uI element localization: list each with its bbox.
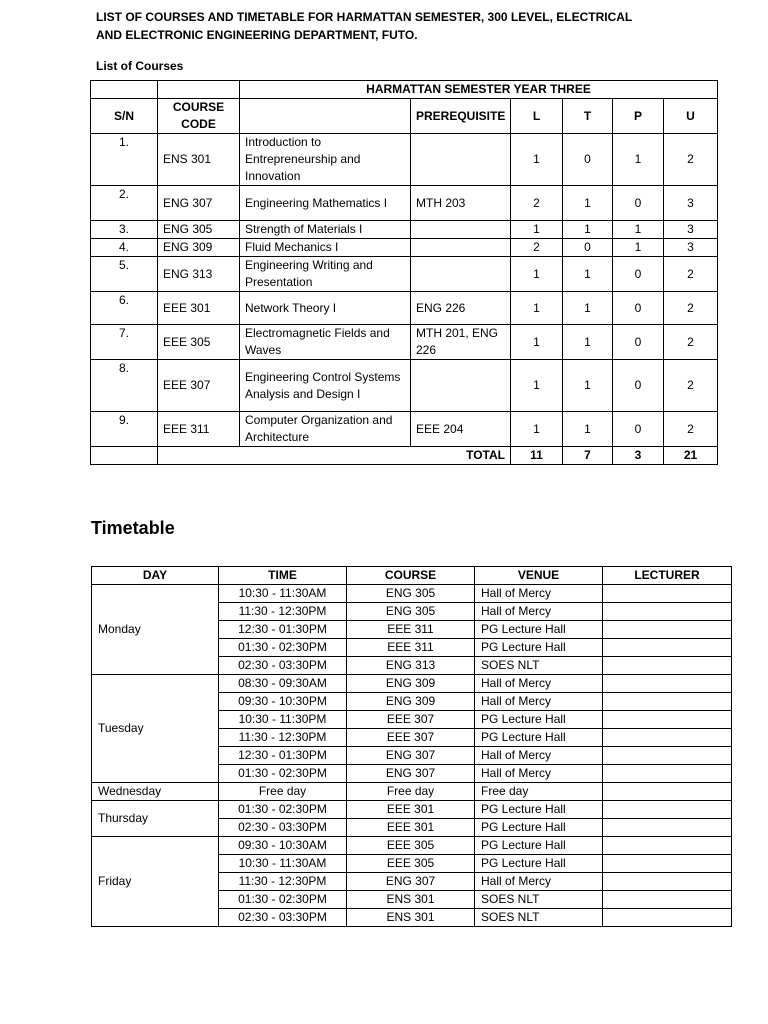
course-p: 0 [613, 412, 664, 447]
slot-lecturer [603, 855, 732, 873]
slot-course: EEE 301 [347, 801, 475, 819]
slot-course: ENG 307 [347, 873, 475, 891]
course-t: 1 [563, 292, 613, 325]
course-code: ENG 307 [158, 186, 240, 221]
slot-time: 10:30 - 11:30AM [219, 585, 347, 603]
slot-venue: PG Lecture Hall [475, 711, 603, 729]
course-p: 0 [613, 325, 664, 360]
course-row [91, 360, 718, 412]
course-p: 0 [613, 257, 664, 292]
slot-lecturer [603, 621, 732, 639]
course-t: 1 [563, 186, 613, 221]
header-u: U [664, 99, 718, 134]
course-row [91, 257, 718, 292]
header-course: COURSE [347, 567, 475, 585]
course-p: 1 [613, 221, 664, 239]
course-title: Engineering Mathematics I [240, 186, 411, 221]
slot-course: ENG 305 [347, 603, 475, 621]
slot-course: EEE 311 [347, 621, 475, 639]
course-prerequisite: MTH 201, ENG 226 [411, 325, 511, 360]
timetable-row [92, 783, 732, 801]
course-sn: 1. [91, 134, 158, 186]
course-t: 1 [563, 360, 613, 412]
course-row [91, 186, 718, 221]
course-l: 1 [511, 221, 563, 239]
course-title: Engineering Control Systems Analysis and Design I [240, 360, 411, 412]
course-sn: 5. [91, 257, 158, 292]
slot-lecturer [603, 837, 732, 855]
course-p: 0 [613, 186, 664, 221]
day-cell: Monday [92, 585, 219, 675]
course-code: ENG 313 [158, 257, 240, 292]
course-code: EEE 305 [158, 325, 240, 360]
course-sn: 4. [91, 239, 158, 257]
course-prerequisite: MTH 203 [411, 186, 511, 221]
course-sn: 6. [91, 292, 158, 325]
slot-course: Free day [347, 783, 475, 801]
course-p: 0 [613, 292, 664, 325]
slot-lecturer [603, 909, 732, 927]
timetable-row [92, 675, 732, 693]
slot-venue: Free day [475, 783, 603, 801]
course-u: 2 [664, 134, 718, 186]
header-prerequisite: PREREQUISITE [411, 99, 511, 134]
slot-lecturer [603, 891, 732, 909]
course-l: 1 [511, 360, 563, 412]
course-sn: 9. [91, 412, 158, 447]
course-title: Computer Organization and Architecture [240, 412, 411, 447]
course-l: 1 [511, 134, 563, 186]
courses-section-label: List of Courses [96, 59, 184, 73]
day-cell: Wednesday [92, 783, 219, 801]
course-title: Introduction to Entrepreneurship and Innovation [240, 134, 411, 186]
courses-table [90, 80, 718, 465]
slot-course: ENS 301 [347, 909, 475, 927]
slot-venue: Hall of Mercy [475, 603, 603, 621]
slot-course: ENG 307 [347, 765, 475, 783]
slot-venue: PG Lecture Hall [475, 639, 603, 657]
slot-venue: SOES NLT [475, 657, 603, 675]
slot-venue: PG Lecture Hall [475, 837, 603, 855]
timetable-table [91, 566, 732, 927]
course-prerequisite [411, 134, 511, 186]
slot-lecturer [603, 711, 732, 729]
slot-time: 11:30 - 12:30PM [219, 729, 347, 747]
course-code: ENG 309 [158, 239, 240, 257]
slot-venue: SOES NLT [475, 909, 603, 927]
slot-time: 11:30 - 12:30PM [219, 873, 347, 891]
course-prerequisite [411, 239, 511, 257]
course-t: 1 [563, 325, 613, 360]
slot-time: 02:30 - 03:30PM [219, 909, 347, 927]
header-time: TIME [219, 567, 347, 585]
slot-course: EEE 311 [347, 639, 475, 657]
slot-venue: PG Lecture Hall [475, 801, 603, 819]
course-u: 2 [664, 325, 718, 360]
course-prerequisite [411, 257, 511, 292]
courses-total-row [91, 447, 718, 465]
slot-lecturer [603, 693, 732, 711]
slot-time: Free day [219, 783, 347, 801]
course-t: 1 [563, 412, 613, 447]
course-u: 2 [664, 412, 718, 447]
course-sn: 8. [91, 360, 158, 412]
slot-time: 08:30 - 09:30AM [219, 675, 347, 693]
slot-venue: PG Lecture Hall [475, 729, 603, 747]
slot-course: ENG 313 [347, 657, 475, 675]
timetable-header-row [92, 567, 732, 585]
course-prerequisite [411, 360, 511, 412]
course-p: 0 [613, 360, 664, 412]
course-u: 2 [664, 360, 718, 412]
slot-time: 12:30 - 01:30PM [219, 621, 347, 639]
slot-lecturer [603, 675, 732, 693]
day-cell: Friday [92, 837, 219, 927]
slot-time: 01:30 - 02:30PM [219, 891, 347, 909]
total-label: TOTAL [158, 447, 511, 465]
slot-lecturer [603, 585, 732, 603]
slot-course: EEE 307 [347, 711, 475, 729]
slot-time: 02:30 - 03:30PM [219, 819, 347, 837]
course-code: ENG 305 [158, 221, 240, 239]
course-title: Electromagnetic Fields and Waves [240, 325, 411, 360]
header-course-code: COURSE CODE [158, 99, 240, 134]
course-t: 0 [563, 134, 613, 186]
course-l: 2 [511, 186, 563, 221]
timetable-row [92, 801, 732, 819]
course-row [91, 239, 718, 257]
slot-venue: Hall of Mercy [475, 765, 603, 783]
course-prerequisite [411, 221, 511, 239]
courses-title-row [91, 81, 718, 99]
total-p: 3 [613, 447, 664, 465]
course-sn: 7. [91, 325, 158, 360]
course-t: 1 [563, 221, 613, 239]
slot-course: EEE 305 [347, 855, 475, 873]
slot-lecturer [603, 873, 732, 891]
header-day: DAY [92, 567, 219, 585]
course-row [91, 412, 718, 447]
header-venue: VENUE [475, 567, 603, 585]
slot-course: EEE 307 [347, 729, 475, 747]
course-t: 0 [563, 239, 613, 257]
slot-lecturer [603, 765, 732, 783]
slot-lecturer [603, 657, 732, 675]
course-u: 2 [664, 292, 718, 325]
course-u: 2 [664, 257, 718, 292]
header-lecturer: LECTURER [603, 567, 732, 585]
timetable-row [92, 585, 732, 603]
course-t: 1 [563, 257, 613, 292]
slot-time: 09:30 - 10:30PM [219, 693, 347, 711]
course-l: 1 [511, 292, 563, 325]
slot-course: ENG 309 [347, 675, 475, 693]
slot-course: EEE 301 [347, 819, 475, 837]
total-l: 11 [511, 447, 563, 465]
slot-venue: Hall of Mercy [475, 675, 603, 693]
slot-lecturer [603, 729, 732, 747]
slot-time: 12:30 - 01:30PM [219, 747, 347, 765]
course-row [91, 134, 718, 186]
header-p: P [613, 99, 664, 134]
course-title: Fluid Mechanics I [240, 239, 411, 257]
course-p: 1 [613, 239, 664, 257]
header-l: L [511, 99, 563, 134]
course-u: 3 [664, 239, 718, 257]
slot-venue: PG Lecture Hall [475, 621, 603, 639]
course-code: EEE 307 [158, 360, 240, 412]
courses-table-title: HARMATTAN SEMESTER YEAR THREE [240, 81, 718, 99]
course-u: 3 [664, 186, 718, 221]
header-t: T [563, 99, 613, 134]
slot-time: 01:30 - 02:30PM [219, 765, 347, 783]
course-u: 3 [664, 221, 718, 239]
slot-venue: Hall of Mercy [475, 585, 603, 603]
slot-course: ENS 301 [347, 891, 475, 909]
slot-time: 09:30 - 10:30AM [219, 837, 347, 855]
course-title: Strength of Materials I [240, 221, 411, 239]
document-heading: LIST OF COURSES AND TIMETABLE FOR HARMATTAN SEMESTER, 300 LEVEL, ELECTRICAL AND ELECTRONIC ENGINEERING DEPARTMENT, FUTO. [96, 10, 633, 42]
slot-time: 11:30 - 12:30PM [219, 603, 347, 621]
course-l: 1 [511, 325, 563, 360]
slot-venue: PG Lecture Hall [475, 855, 603, 873]
course-prerequisite: EEE 204 [411, 412, 511, 447]
course-title: Engineering Writing and Presentation [240, 257, 411, 292]
header-sn: S/N [91, 99, 158, 134]
course-p: 1 [613, 134, 664, 186]
slot-course: ENG 309 [347, 693, 475, 711]
slot-time: 10:30 - 11:30AM [219, 855, 347, 873]
slot-time: 01:30 - 02:30PM [219, 801, 347, 819]
course-code: ENS 301 [158, 134, 240, 186]
course-row [91, 221, 718, 239]
course-l: 1 [511, 257, 563, 292]
course-l: 1 [511, 412, 563, 447]
total-u: 21 [664, 447, 718, 465]
course-l: 2 [511, 239, 563, 257]
slot-lecturer [603, 603, 732, 621]
slot-lecturer [603, 819, 732, 837]
slot-lecturer [603, 639, 732, 657]
day-cell: Tuesday [92, 675, 219, 783]
course-row [91, 292, 718, 325]
slot-venue: PG Lecture Hall [475, 819, 603, 837]
courses-header-row [91, 99, 718, 134]
course-code: EEE 301 [158, 292, 240, 325]
slot-lecturer [603, 801, 732, 819]
course-row [91, 325, 718, 360]
slot-venue: Hall of Mercy [475, 747, 603, 765]
slot-lecturer [603, 783, 732, 801]
total-t: 7 [563, 447, 613, 465]
slot-venue: Hall of Mercy [475, 873, 603, 891]
slot-time: 02:30 - 03:30PM [219, 657, 347, 675]
course-sn: 2. [91, 186, 158, 221]
slot-time: 01:30 - 02:30PM [219, 639, 347, 657]
course-sn: 3. [91, 221, 158, 239]
course-prerequisite: ENG 226 [411, 292, 511, 325]
slot-course: EEE 305 [347, 837, 475, 855]
course-code: EEE 311 [158, 412, 240, 447]
slot-course: ENG 305 [347, 585, 475, 603]
slot-venue: Hall of Mercy [475, 693, 603, 711]
day-cell: Thursday [92, 801, 219, 837]
course-title: Network Theory I [240, 292, 411, 325]
timetable-section-label: Timetable [91, 518, 175, 538]
slot-course: ENG 307 [347, 747, 475, 765]
slot-venue: SOES NLT [475, 891, 603, 909]
slot-lecturer [603, 747, 732, 765]
slot-time: 10:30 - 11:30PM [219, 711, 347, 729]
timetable-row [92, 837, 732, 855]
